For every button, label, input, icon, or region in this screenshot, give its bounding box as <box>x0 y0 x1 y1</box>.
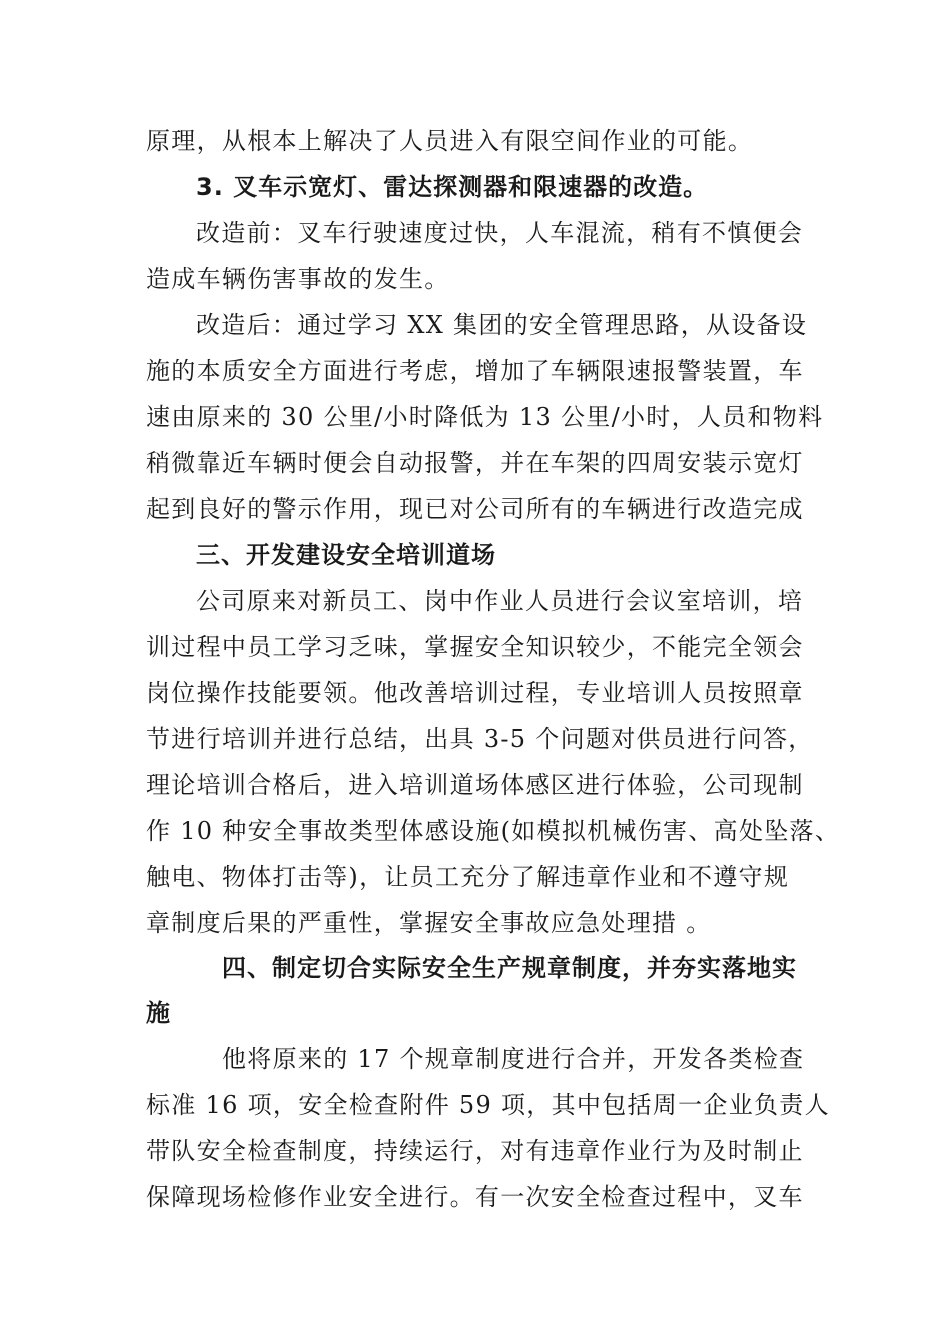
paragraph-line: 原理，从根本上解决了人员进入有限空间作业的可能。 <box>146 127 754 155</box>
paragraph-line: 章制度后果的严重性，掌握安全事故应急处理措 。 <box>146 909 712 937</box>
paragraph-line: 作 10 种安全事故类型体感设施(如模拟机械伤害、高处坠落、 <box>146 817 841 845</box>
paragraph-line: 标准 16 项，安全检查附件 59 项，其中包括周一企业负责人 <box>146 1091 830 1119</box>
paragraph-line: 施的本质安全方面进行考虑，增加了车辆限速报警装置，车 <box>146 357 804 385</box>
paragraph-line: 节进行培训并进行总结，出具 3-5 个问题对供员进行问答， <box>146 725 814 753</box>
paragraph-line: 带队安全检查制度，持续运行，对有违章作业行为及时制止 <box>146 1137 804 1165</box>
paragraph-line: 起到良好的警示作用，现已对公司所有的车辆进行改造完成 <box>146 495 804 523</box>
paragraph-line: 公司原来对新员工、岗中作业人员进行会议室培训，培 <box>196 587 804 615</box>
paragraph-line: 理论培训合格后，进入培训道场体感区进行体验，公司现制 <box>146 771 804 799</box>
paragraph-line: 改造前：叉车行驶速度过快，人车混流，稍有不慎便会 <box>196 219 804 247</box>
paragraph-line: 训过程中员工学习乏味，掌握安全知识较少，不能完全领会 <box>146 633 804 661</box>
section-heading: 三、开发建设安全培训道场 <box>196 541 496 569</box>
document-body <box>146 118 841 1220</box>
section-heading: 四、制定切合实际安全生产规章制度，并夯实落地实 <box>222 954 797 982</box>
section-heading-continuation: 施 <box>146 999 171 1027</box>
paragraph-line: 速由原来的 30 公里/小时降低为 13 公里/小时，人员和物料 <box>146 403 824 431</box>
paragraph-line: 稍微靠近车辆时便会自动报警，并在车架的四周安装示宽灯 <box>146 449 804 477</box>
paragraph-line: 改造后：通过学习 XX 集团的安全管理思路，从设备设 <box>196 311 808 339</box>
paragraph-line: 触电、物体打击等)，让员工充分了解违章作业和不遵守规 <box>146 863 790 891</box>
paragraph-line: 造成车辆伤害事故的发生。 <box>146 265 450 293</box>
paragraph-line: 他将原来的 17 个规章制度进行合并，开发各类检查 <box>222 1045 805 1073</box>
section-subheading: 3. 叉车示宽灯、雷达探测器和限速器的改造。 <box>196 173 709 201</box>
paragraph-line: 岗位操作技能要领。他改善培训过程，专业培训人员按照章 <box>146 679 804 707</box>
paragraph-line: 保障现场检修作业安全进行。有一次安全检查过程中，叉车 <box>146 1183 804 1211</box>
